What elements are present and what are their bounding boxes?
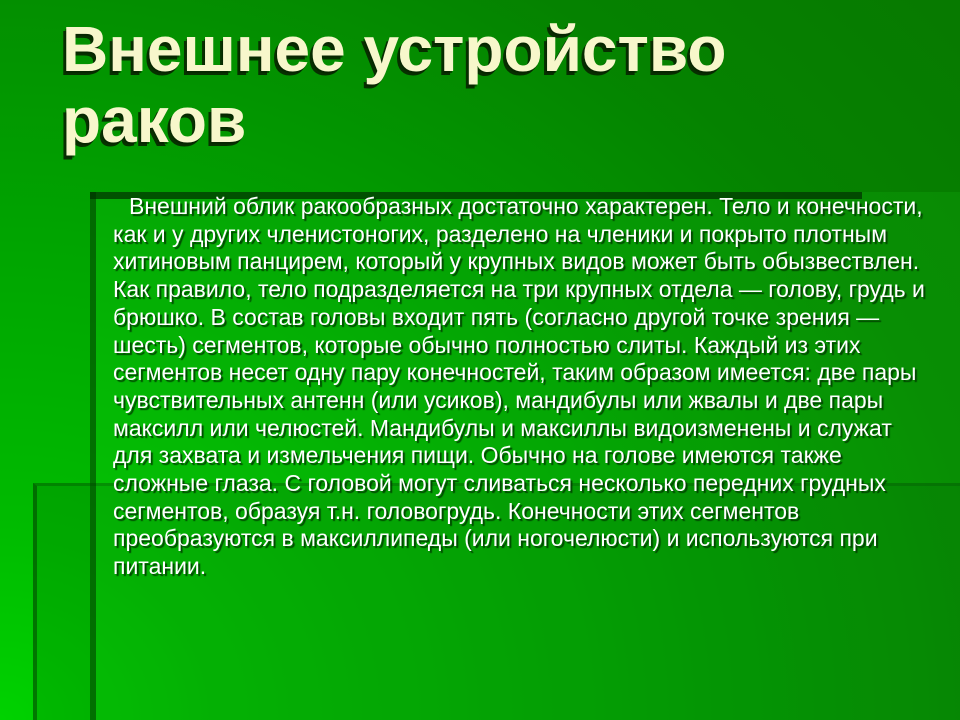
slide-title-line1: Внешнее устройство <box>62 13 727 85</box>
slide-title <box>62 14 822 156</box>
slide-title-line2: раков <box>62 84 247 156</box>
slide-body-text: Внешний облик ракообразных достаточно характерен. Тело и конечности, как и у других членистоногих, разделено на членики и покрыто плотным хитиновым панцирем, который у крупных видов может быть обызвествлен. Как правило, тело подразделяется на три крупных отдела — голову, грудь и брюшко. В состав головы входит пять (согласно другой точке зрения — шесть) сегментов, которые обычно полностью слиты. Каждый из этих сегментов несет одну пару конечностей, таким образом имеется: две пары чувствительных антенн (или усиков), мандибулы или жвалы и две пары максилл или челюстей. Мандибулы и максиллы видоизменены и служат для захвата и измельчения пищи. Обычно на голове имеются также сложные глаза. С головой могут сливаться несколько передних грудных сегментов, образуя т.н. головогрудь. Конечности этих сегментов преобразуются в максиллипеды (или ногочелюсти) и используются при питании. <box>113 193 925 580</box>
